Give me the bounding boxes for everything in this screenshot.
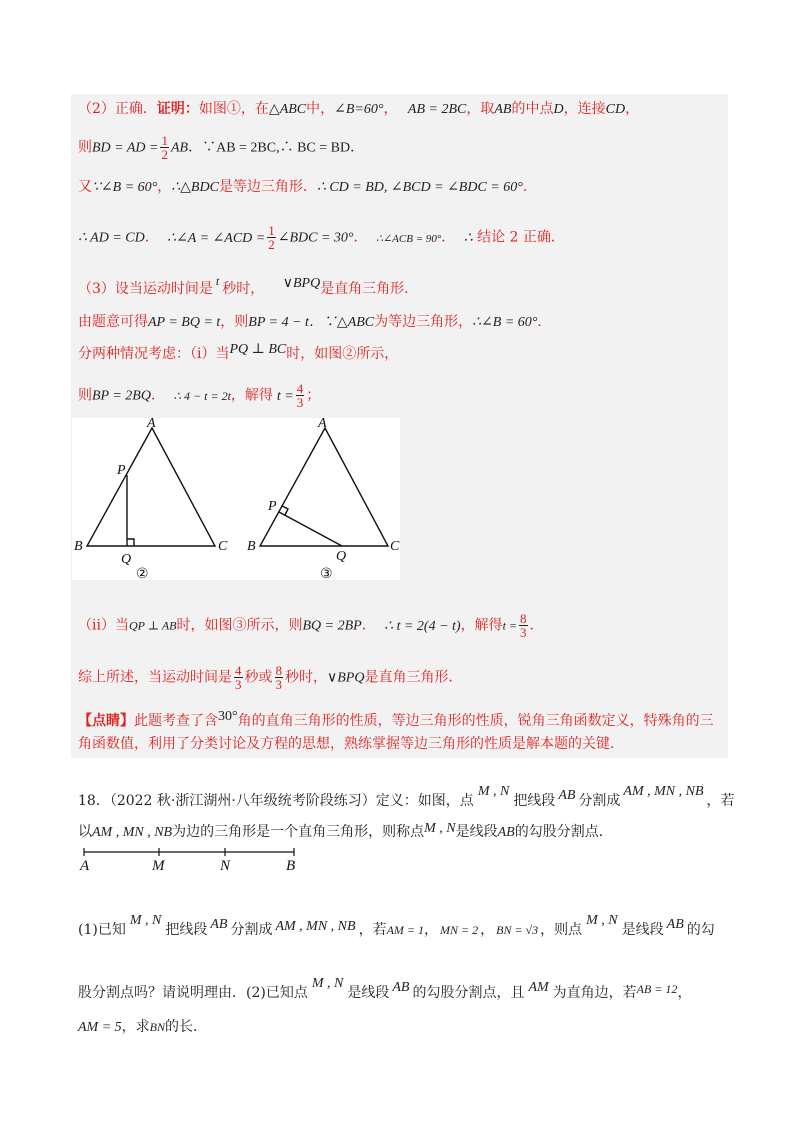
math: M , N	[311, 976, 344, 991]
part4-comment-line1	[78, 708, 714, 730]
math: t =	[276, 388, 294, 404]
segment-pq	[279, 512, 342, 546]
text: ，	[480, 922, 495, 938]
math: AB	[392, 980, 410, 995]
text: 把线段	[513, 793, 556, 809]
math: BP = 2BQ	[92, 388, 151, 404]
text: 此题考查了含	[134, 713, 218, 729]
label-C: C	[218, 539, 228, 554]
text: 分割成	[578, 793, 621, 809]
math: AM	[528, 980, 549, 995]
figure-diagrams	[72, 418, 400, 580]
part3-line2	[78, 313, 551, 332]
math: M , N	[477, 784, 510, 799]
q18-line1	[78, 783, 735, 810]
numerator: 8	[275, 663, 282, 678]
text: （2022 秋·浙江湖州·八年级统考阶段练习）定义：如图，点	[109, 793, 474, 809]
label-P: P	[117, 463, 126, 478]
math: AM = 1	[386, 923, 424, 937]
numerator: 1	[161, 133, 168, 148]
right-angle-mark	[127, 539, 134, 546]
math: ．∵△ABC	[308, 315, 375, 330]
math: ∵∠B = 60°	[92, 180, 158, 195]
figures	[72, 418, 400, 580]
text: ，	[157, 179, 172, 195]
text: 是线段	[347, 985, 390, 1001]
math: D	[553, 102, 564, 117]
text: 秒时，	[285, 669, 327, 686]
text: （2）正确．	[78, 101, 157, 117]
text: ．	[529, 617, 544, 634]
text: 如图①，在	[198, 101, 269, 117]
math: △ABC	[268, 102, 307, 117]
text: ，则	[220, 314, 249, 330]
denominator: 3	[296, 395, 304, 410]
denominator: 3	[520, 625, 527, 640]
math: AB	[497, 825, 515, 840]
text: 的勾股分割点，且	[412, 985, 525, 1001]
part2-line3	[78, 178, 537, 197]
text: ．	[522, 179, 537, 195]
math: M , N	[129, 913, 162, 928]
math: CD	[605, 102, 626, 117]
part3-line4	[78, 382, 320, 409]
text: 秒或	[244, 669, 273, 686]
segment-labels	[79, 858, 295, 874]
text: 又	[78, 179, 92, 195]
q18-line4	[78, 975, 691, 1002]
denominator: 2	[268, 237, 275, 252]
label-A: A	[318, 418, 327, 431]
text: ．	[150, 387, 165, 404]
text: 把线段	[165, 922, 208, 938]
text: 中，	[306, 101, 335, 117]
text: ．	[537, 314, 552, 330]
label-A: A	[147, 418, 156, 431]
math: t	[215, 274, 220, 288]
denominator: 3	[275, 677, 282, 692]
math: t =	[502, 618, 517, 633]
text: 是直角三角形．	[364, 669, 463, 686]
figure-3	[260, 428, 388, 546]
text: 结论 2 正确．	[477, 229, 565, 246]
fraction	[267, 224, 276, 251]
text: 为边的三角形是一个直角三角形，则称点	[172, 824, 425, 840]
math: BQ = 2BP	[302, 618, 362, 634]
text: ，求	[121, 1019, 150, 1035]
segment-lines	[84, 848, 294, 856]
text: ，	[383, 101, 398, 117]
part2-line1	[78, 100, 639, 119]
math: M , N	[424, 821, 456, 836]
math: PQ ⊥ BC	[229, 342, 287, 357]
label-Q: Q	[121, 552, 132, 567]
question-number: 18．	[78, 793, 110, 809]
math: AM , MN , NB	[275, 919, 356, 934]
text: ，解得	[230, 387, 273, 404]
text: 分割成	[230, 922, 273, 938]
math: ∴ 4 − t = 2t	[173, 388, 231, 403]
math: ∴ t = 2(4 − t)	[384, 618, 461, 634]
text: 以	[78, 824, 92, 840]
text: 是直角三角形．	[320, 281, 419, 297]
math: AM = 5	[78, 1020, 122, 1035]
text: 则	[78, 139, 92, 156]
q18-line5	[78, 1018, 207, 1037]
text: ．	[144, 229, 159, 246]
math: M , N	[586, 913, 618, 928]
label-B: B	[286, 858, 296, 874]
figure-2	[87, 428, 215, 546]
fraction	[296, 382, 305, 409]
part2-line2	[78, 134, 364, 161]
text: ，	[424, 922, 438, 938]
triangle-abc	[260, 428, 388, 546]
q18-line3	[78, 912, 715, 939]
text: ，取	[466, 101, 495, 117]
numerator: 4	[235, 663, 242, 678]
math: BP = 4 − t	[248, 315, 309, 330]
text: ．	[441, 229, 456, 246]
math: ∴ AD = CD	[78, 230, 145, 246]
text: 的勾	[686, 922, 715, 938]
math: ∠B=60°	[334, 102, 384, 117]
text: 角的直角三角形的性质，等边三角形的性质，锐角三角函数定义，特殊角的三	[237, 713, 714, 729]
denominator: 2	[161, 147, 168, 162]
text: ．	[353, 229, 368, 246]
text: ，则点	[540, 922, 583, 938]
text: (1)已知	[78, 922, 126, 938]
math: AM , MN , NB	[92, 825, 173, 840]
math: AB	[494, 102, 512, 117]
math: AB = 12	[636, 982, 678, 996]
text: （ⅱ）当	[78, 617, 129, 634]
text: 时，如图③所示，则	[176, 617, 303, 634]
math: ∴∠B = 60°	[472, 315, 538, 330]
part2-line4	[78, 224, 565, 251]
math: MN = 2	[440, 923, 479, 937]
label-Q: Q	[336, 549, 347, 564]
numerator: 4	[296, 381, 304, 396]
fraction	[234, 664, 243, 691]
math: ∴∠A = ∠ACD =	[167, 230, 266, 246]
text: ，	[677, 985, 692, 1001]
label-B: B	[247, 539, 256, 554]
text: 角函数值，利用了分类讨论及方程的思想，熟练掌握等边三角形的性质是解本题的关键．	[78, 736, 624, 752]
text: 分两种情况考虑：（ⅰ）当	[78, 346, 230, 362]
triangle-abc	[87, 428, 215, 546]
numerator: 1	[268, 223, 275, 238]
part4-line1	[78, 612, 544, 639]
text: 是线段	[621, 922, 664, 938]
part4-comment-line2	[78, 735, 624, 753]
part4-line2	[78, 664, 462, 691]
fraction	[519, 612, 528, 639]
math: 30°	[218, 709, 238, 724]
text: 是线段	[455, 824, 498, 840]
math: BN = √3	[496, 923, 539, 937]
comment-tag: 【点睛】	[78, 713, 134, 729]
math: ∴△BDC	[171, 180, 219, 195]
figure-3-labels	[247, 418, 400, 564]
text: 由题意可得	[78, 314, 148, 330]
math: ∴	[463, 230, 473, 246]
text: 为直角边，若	[552, 985, 637, 1001]
label-N: N	[220, 858, 231, 874]
math: AB	[558, 788, 576, 803]
label-M: M	[152, 858, 165, 874]
text: 的勾股分割点．	[514, 824, 613, 840]
math: ．∵AB = 2BC,∴ BC = BD．	[188, 140, 365, 156]
text: ，若	[706, 793, 735, 809]
figure-2-labels	[74, 418, 228, 567]
math: AM , MN , NB	[623, 784, 704, 799]
label-P: P	[268, 499, 277, 514]
math: ∨BPQ	[282, 276, 321, 291]
numerator: 8	[520, 611, 527, 626]
text: 时，如图②所示，	[286, 346, 399, 362]
text: 的长．	[165, 1019, 208, 1035]
math: ∴ CD = BD, ∠BCD = ∠BDC = 60°	[316, 180, 523, 195]
part3-line1	[78, 272, 418, 298]
math: BN	[149, 1020, 166, 1034]
figure-3-caption: ③	[320, 566, 333, 580]
math: ∨BPQ	[327, 670, 365, 686]
text: 的中点	[511, 101, 554, 117]
math: ∴∠ACB = 90°	[375, 232, 442, 245]
text: ，若	[358, 922, 387, 938]
text: 为等边三角形，	[374, 314, 473, 330]
text: ．	[361, 617, 376, 634]
segment-diagram	[76, 844, 306, 874]
math: AP = BQ = t	[148, 315, 221, 330]
text: 则	[78, 387, 92, 404]
text: （3）设当运动时间是	[78, 281, 213, 297]
text: ，连接	[563, 101, 606, 117]
math: ∠BDC = 30°	[277, 230, 354, 246]
text: ，	[625, 101, 640, 117]
math: AB	[210, 917, 228, 932]
text: ，解得	[460, 617, 503, 634]
math: AB = 2BC	[407, 102, 467, 117]
part3-line3	[78, 341, 398, 363]
math: QP ⊥ AB	[128, 618, 177, 633]
math: AB	[666, 917, 684, 932]
figure-2-caption: ②	[136, 566, 149, 580]
text: 综上所述，当运动时间是	[78, 669, 232, 686]
fraction	[160, 134, 169, 161]
q18-line2	[78, 820, 613, 842]
text: 股分割点吗？请说明理由．(2)已知点	[78, 985, 308, 1001]
text: 秒时，	[222, 281, 265, 297]
fraction	[275, 664, 284, 691]
label-B: B	[74, 539, 83, 554]
math: AB	[170, 140, 189, 156]
label-C: C	[390, 539, 400, 554]
text: ；	[306, 387, 321, 404]
math: BD = AD =	[92, 140, 159, 156]
text: 是等边三角形．	[218, 179, 317, 195]
proof-label: 证明：	[156, 101, 199, 117]
label-A: A	[80, 858, 90, 874]
denominator: 3	[235, 677, 242, 692]
